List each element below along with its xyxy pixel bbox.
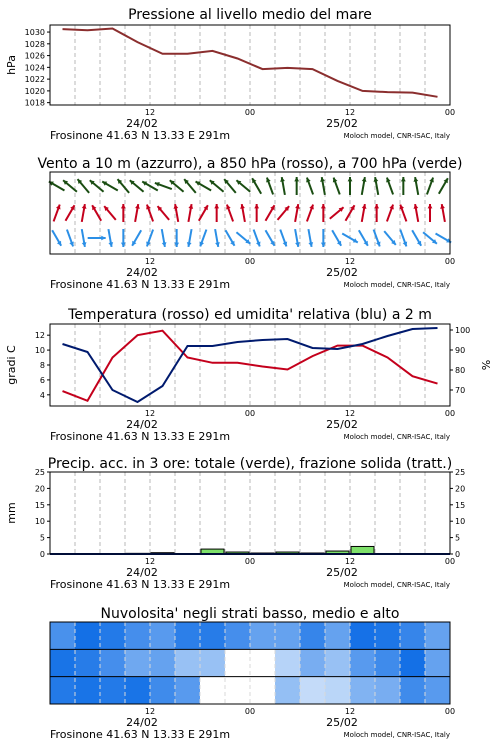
y-tick-label: 25 bbox=[455, 468, 466, 477]
y-tick-label: 15 bbox=[34, 500, 45, 510]
cloud-cell bbox=[125, 622, 151, 650]
wind-arrow-head bbox=[374, 204, 379, 208]
cloud-cell bbox=[400, 649, 426, 677]
x-tick-label: 12 bbox=[344, 707, 356, 716]
cloud-cell bbox=[100, 677, 126, 705]
cloud-cell bbox=[250, 649, 276, 677]
x-tick-label: 12 bbox=[144, 707, 156, 716]
x-date-label: 25/02 bbox=[326, 566, 358, 579]
cloud-cell bbox=[50, 649, 76, 677]
cloud-cell bbox=[100, 649, 126, 677]
y-tick-label: 1028 bbox=[24, 39, 45, 49]
y-tick-label: 80 bbox=[455, 366, 466, 375]
y-tick-label: 10 bbox=[34, 517, 45, 527]
credit-label: Moloch model, CNR-ISAC, Italy bbox=[343, 281, 450, 289]
precip-y-label: mm bbox=[5, 502, 18, 524]
temperature-x-labels bbox=[50, 409, 455, 443]
cloud-cell bbox=[50, 622, 76, 650]
precip-panel bbox=[5, 456, 465, 591]
x-date-label: 24/02 bbox=[126, 117, 158, 130]
wind-arrow-head bbox=[401, 177, 406, 181]
y-tick-label: 20 bbox=[34, 484, 45, 494]
y-tick-label: 12 bbox=[34, 331, 45, 341]
cloud-cell bbox=[275, 649, 301, 677]
wind-arrow-head bbox=[321, 204, 326, 208]
y-tick-label: 20 bbox=[455, 484, 466, 494]
temperature-panel bbox=[5, 307, 493, 443]
humidity-y-ticks bbox=[450, 326, 470, 395]
y-tick-label: 0 bbox=[455, 550, 461, 559]
x-date-label: 25/02 bbox=[326, 716, 358, 729]
temperature-title: Temperatura (rosso) ed umidita' relativa (blu) a 2 m bbox=[68, 307, 432, 323]
cloud-cell bbox=[325, 677, 351, 705]
pressure-y-ticks bbox=[25, 28, 50, 108]
x-tick-label: 00 bbox=[444, 557, 456, 566]
cloud-cell bbox=[200, 677, 226, 705]
cloud-cell bbox=[300, 622, 326, 650]
wind-arrow-head bbox=[428, 204, 433, 208]
y-tick-label: 10 bbox=[455, 517, 466, 527]
location-label: Frosinone 41.63 N 13.33 E 291m bbox=[50, 578, 231, 591]
x-date-label: 24/02 bbox=[126, 716, 158, 729]
cloud-cell bbox=[300, 649, 326, 677]
clouds-x-labels bbox=[50, 707, 455, 741]
precip-grid bbox=[75, 472, 425, 554]
y-tick-label: 90 bbox=[455, 346, 466, 355]
credit-label: Moloch model, CNR-ISAC, Italy bbox=[343, 132, 450, 140]
pressure-title: Pressione al livello medio del mare bbox=[128, 7, 372, 23]
cloud-cell bbox=[125, 677, 151, 705]
cloud-cell bbox=[75, 649, 101, 677]
y-tick-label: 10 bbox=[34, 346, 45, 356]
wind-grid bbox=[75, 172, 425, 254]
precip-x-labels bbox=[50, 557, 455, 591]
precip-plot-frame bbox=[50, 472, 450, 554]
x-tick-label: 00 bbox=[244, 257, 256, 266]
y-tick-label: 1020 bbox=[24, 86, 45, 96]
location-label: Frosinone 41.63 N 13.33 E 291m bbox=[50, 728, 231, 741]
y-tick-label: 70 bbox=[455, 386, 466, 395]
wind-arrow-head bbox=[121, 204, 126, 208]
credit-label: Moloch model, CNR-ISAC, Italy bbox=[343, 731, 450, 739]
cloud-cell bbox=[125, 649, 151, 677]
clouds-title: Nuvolosita' negli strati basso, medio e alto bbox=[100, 606, 400, 622]
x-tick-label: 00 bbox=[244, 707, 256, 716]
x-date-label: 25/02 bbox=[326, 418, 358, 431]
wind-arrow-head bbox=[348, 177, 353, 181]
x-tick-label: 12 bbox=[344, 557, 356, 566]
pressure-panel bbox=[5, 7, 455, 142]
precip-bar bbox=[351, 546, 374, 554]
y-tick-label: 15 bbox=[455, 500, 466, 510]
x-tick-label: 12 bbox=[144, 257, 156, 266]
cloud-cell bbox=[200, 622, 226, 650]
y-tick-label: 1022 bbox=[24, 75, 45, 85]
cloud-cell bbox=[375, 677, 401, 705]
cloud-cell bbox=[250, 677, 276, 705]
x-tick-label: 12 bbox=[144, 108, 156, 117]
location-label: Frosinone 41.63 N 13.33 E 291m bbox=[50, 278, 231, 291]
cloud-cell bbox=[325, 649, 351, 677]
cloud-cell bbox=[375, 622, 401, 650]
y-tick-label: 100 bbox=[455, 326, 471, 335]
cloud-cell bbox=[275, 622, 301, 650]
cloud-cell bbox=[350, 622, 376, 650]
cloud-cell bbox=[375, 649, 401, 677]
cloud-cell bbox=[425, 677, 451, 705]
x-tick-label: 12 bbox=[344, 108, 356, 117]
wind-arrow-head bbox=[254, 204, 259, 208]
cloud-cell bbox=[225, 622, 251, 650]
precip-title: Precip. acc. in 3 ore: totale (verde), frazione solida (tratt.) bbox=[47, 456, 453, 472]
cloud-cell bbox=[100, 622, 126, 650]
cloud-cell bbox=[150, 677, 176, 705]
cloud-cell bbox=[325, 622, 351, 650]
wind-arrow-head bbox=[294, 177, 299, 181]
cloud-cell bbox=[425, 622, 451, 650]
x-tick-label: 00 bbox=[244, 108, 256, 117]
credit-label: Moloch model, CNR-ISAC, Italy bbox=[343, 581, 450, 589]
cloud-cell bbox=[175, 622, 201, 650]
y-tick-label: 1018 bbox=[24, 98, 45, 108]
pressure-x-labels bbox=[50, 108, 455, 142]
location-label: Frosinone 41.63 N 13.33 E 291m bbox=[50, 129, 231, 142]
y-tick-label: 5 bbox=[455, 533, 461, 543]
cloud-cell bbox=[225, 649, 251, 677]
x-date-label: 25/02 bbox=[326, 266, 358, 279]
x-date-label: 24/02 bbox=[126, 418, 158, 431]
cloud-cell bbox=[75, 622, 101, 650]
x-tick-label: 00 bbox=[444, 707, 456, 716]
x-tick-label: 00 bbox=[444, 409, 456, 418]
y-tick-label: 25 bbox=[34, 468, 45, 477]
cloud-cell bbox=[425, 649, 451, 677]
y-tick-label: 0 bbox=[39, 550, 45, 559]
x-tick-label: 12 bbox=[144, 409, 156, 418]
x-tick-label: 00 bbox=[444, 257, 456, 266]
cloud-cell bbox=[75, 677, 101, 705]
humidity-y-label: % bbox=[480, 359, 493, 371]
y-tick-label: 6 bbox=[39, 375, 45, 385]
cloud-cell bbox=[175, 677, 201, 705]
temperature-y-label: gradi C bbox=[5, 345, 18, 385]
clouds-panel bbox=[50, 606, 455, 741]
location-label: Frosinone 41.63 N 13.33 E 291m bbox=[50, 430, 231, 443]
wind-arrow-head bbox=[214, 204, 219, 208]
wind-arrow-head bbox=[101, 236, 105, 241]
cloud-cell bbox=[400, 677, 426, 705]
y-tick-label: 1030 bbox=[24, 28, 45, 38]
x-tick-label: 12 bbox=[144, 557, 156, 566]
x-tick-label: 12 bbox=[344, 409, 356, 418]
cloud-cell bbox=[250, 622, 276, 650]
pressure-y-label: hPa bbox=[5, 55, 18, 75]
cloud-cell bbox=[200, 649, 226, 677]
precip-y-ticks-right bbox=[450, 468, 465, 559]
cloud-cell bbox=[350, 677, 376, 705]
cloud-cell bbox=[150, 649, 176, 677]
x-tick-label: 00 bbox=[244, 557, 256, 566]
cloud-cell bbox=[400, 622, 426, 650]
wind-title: Vento a 10 m (azzurro), a 850 hPa (rosso), a 700 hPa (verde) bbox=[37, 156, 463, 172]
cloud-cell bbox=[150, 622, 176, 650]
x-tick-label: 12 bbox=[344, 257, 356, 266]
credit-label: Moloch model, CNR-ISAC, Italy bbox=[343, 433, 450, 441]
x-date-label: 24/02 bbox=[126, 266, 158, 279]
y-tick-label: 1026 bbox=[24, 51, 45, 61]
wind-x-labels bbox=[50, 257, 455, 291]
cloud-cell bbox=[350, 649, 376, 677]
y-tick-label: 1024 bbox=[24, 63, 45, 73]
x-tick-label: 00 bbox=[444, 108, 456, 117]
x-date-label: 24/02 bbox=[126, 566, 158, 579]
cloud-cell bbox=[275, 677, 301, 705]
y-tick-label: 5 bbox=[39, 533, 45, 543]
temperature-y-ticks bbox=[35, 331, 50, 400]
cloud-cell bbox=[225, 677, 251, 705]
x-date-label: 25/02 bbox=[326, 117, 358, 130]
precip-y-ticks bbox=[35, 468, 50, 559]
cloud-cell bbox=[175, 649, 201, 677]
wind-panel bbox=[37, 156, 462, 291]
y-tick-label: 4 bbox=[39, 390, 45, 400]
y-tick-label: 8 bbox=[39, 361, 45, 370]
cloud-cell bbox=[50, 677, 76, 705]
cloud-cell bbox=[300, 677, 326, 705]
x-tick-label: 00 bbox=[244, 409, 256, 418]
